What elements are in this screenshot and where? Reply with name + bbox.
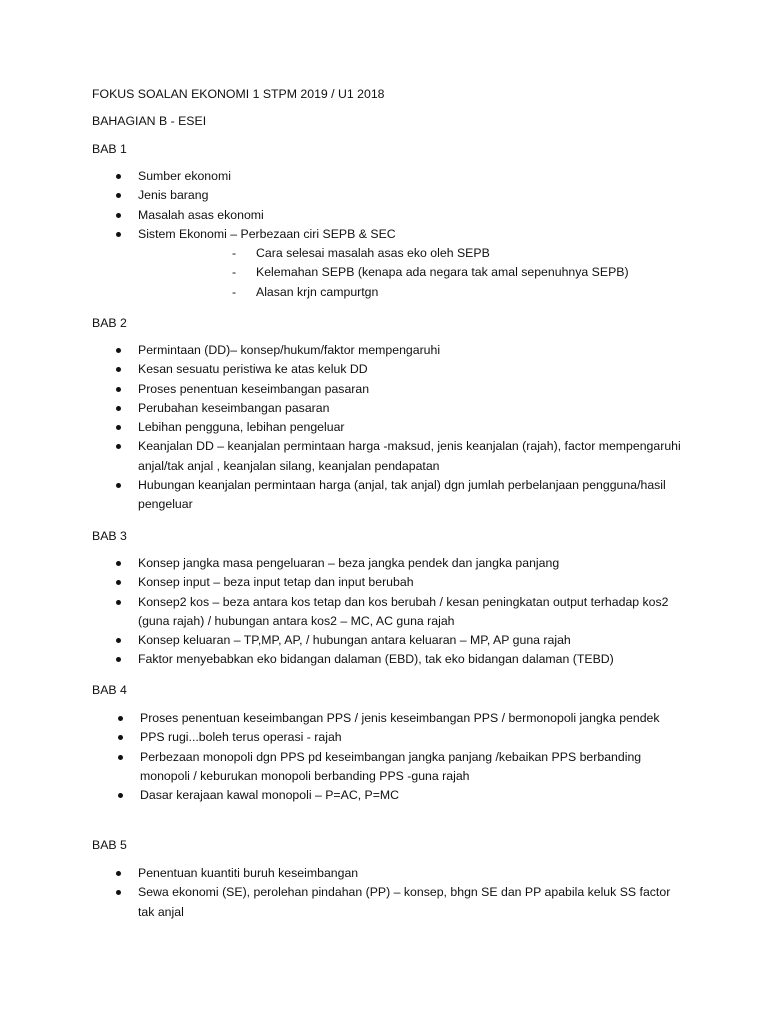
list-item-text: Proses penentuan keseimbangan PPS / jenis keseimbangan PPS / bermonopoli jangka pendek [140, 711, 660, 725]
list-item-text: Sistem Ekonomi – Perbezaan ciri SEPB & SEC [138, 226, 396, 241]
list-item-text: Konsep jangka masa pengeluaran – beza jangka pendek dan jangka panjang [138, 556, 560, 570]
dash-marker: - [232, 265, 237, 280]
dash-marker: - [232, 284, 237, 299]
sub-list-item [138, 283, 688, 302]
list-item [0, 748, 768, 787]
list-item-text: Hubungan keanjalan permintaan harga (anjal, tak anjal) dgn jumlah perbelanjaan pengguna/hasil pengeluar [138, 478, 666, 512]
bullet-icon [116, 348, 121, 353]
list-item-text: Proses penentuan keseimbangan pasaran [138, 381, 370, 396]
section-heading: BAB 2 [92, 316, 127, 330]
list-item [0, 167, 768, 186]
list-item-text: Konsep keluaran – TP,MP, AP, / hubungan antara keluaran – MP, AP guna rajah [138, 633, 571, 648]
bullet-icon [116, 425, 121, 430]
list-item-text: Lebihan pengguna, lebihan pengeluar [138, 420, 345, 435]
sub-list [138, 244, 688, 302]
bullet-list [0, 341, 768, 515]
bullet-icon [116, 890, 121, 895]
bullet-list [0, 167, 768, 302]
sub-list-item-text: Alasan krjn campurtgn [256, 284, 379, 299]
list-item [0, 709, 768, 728]
bullet-icon [116, 580, 121, 585]
list-item [0, 883, 768, 922]
list-item [0, 437, 768, 476]
dash-marker: - [232, 246, 237, 261]
document-subtitle: BAHAGIAN B - ESEI [92, 114, 207, 128]
list-item-text: Konsep input – beza input tetap dan input berubah [138, 575, 414, 590]
list-item-text: Perubahan keseimbangan pasaran [138, 400, 330, 415]
bullet-icon [116, 193, 121, 198]
bullet-icon [116, 174, 121, 179]
list-item-text: Konsep2 kos – beza antara kos tetap dan kos berubah / kesan peningkatan output terhadap kos2 (guna rajah) / hubungan antara kos2 – MC, AC guna rajah [138, 594, 669, 628]
list-item-text: Keanjalan DD – keanjalan permintaan harga -maksud, jenis keanjalan (rajah), factor mempengaruhi anjal/tak anjal , keanjalan silang, keanjalan pendapatan [138, 439, 681, 473]
list-item [0, 360, 768, 379]
list-item-text: Perbezaan monopoli dgn PPS pd keseimbangan jangka panjang /kebaikan PPS berbanding monopoli / keburukan monopoli berbanding PPS -guna rajah [140, 749, 642, 783]
bullet-icon [116, 387, 121, 392]
list-item [0, 399, 768, 418]
bullet-icon [116, 871, 121, 876]
bullet-icon [116, 561, 121, 566]
list-item-text: Penentuan kuantiti buruh keseimbangan [138, 866, 359, 880]
sub-list-item [138, 263, 688, 282]
list-item [0, 554, 768, 573]
bullet-icon [116, 213, 121, 218]
bullet-icon [116, 638, 121, 643]
section-heading: BAB 4 [92, 683, 127, 697]
list-item-text: Permintaan (DD)– konsep/hukum/faktor mempengaruhi [138, 343, 441, 357]
list-item-text: PPS rugi...boleh terus operasi - rajah [140, 730, 342, 745]
list-item-text: Dasar kerajaan kawal monopoli – P=AC, P=MC [140, 788, 400, 803]
list-item-text: Kesan sesuatu peristiwa ke atas keluk DD [138, 362, 368, 377]
sub-list-item-text: Kelemahan SEPB (kenapa ada negara tak amal sepenuhnya SEPB) [256, 265, 629, 280]
bullet-icon [116, 483, 121, 488]
bullet-icon [116, 367, 121, 372]
list-item [0, 380, 768, 399]
bullet-list [0, 554, 768, 670]
section-heading: BAB 5 [92, 838, 127, 852]
list-item [0, 864, 768, 883]
bullet-icon [116, 657, 121, 662]
list-item-text: Masalah asas ekonomi [138, 207, 264, 222]
list-item-text: Jenis barang [138, 188, 209, 203]
list-item [0, 573, 768, 592]
list-item [0, 593, 768, 632]
list-item [0, 186, 768, 205]
section-heading: BAB 3 [92, 529, 127, 543]
list-item [0, 786, 768, 805]
list-item-text: Faktor menyebabkan eko bidangan dalaman (EBD), tak eko bidangan dalaman (TEBD) [138, 652, 614, 667]
list-item [0, 418, 768, 437]
bullet-icon [118, 716, 123, 721]
list-item [0, 650, 768, 669]
list-item-text: Sewa ekonomi (SE), perolehan pindahan (PP) – konsep, bhgn SE dan PP apabila keluk SS factor tak anjal [138, 885, 671, 919]
bullet-icon [116, 406, 121, 411]
list-item [0, 341, 768, 360]
list-item [0, 631, 768, 650]
bullet-icon [118, 793, 123, 798]
sub-list-item [138, 244, 688, 263]
bullet-icon [116, 232, 121, 237]
list-item [0, 728, 768, 747]
bullet-list [0, 709, 768, 805]
list-item [0, 476, 768, 515]
list-item [0, 206, 768, 225]
bullet-icon [118, 755, 123, 760]
bullet-icon [116, 600, 121, 605]
sub-list-item-text: Cara selesai masalah asas eko oleh SEPB [256, 246, 490, 261]
bullet-icon [116, 444, 121, 449]
section-heading: BAB 1 [92, 142, 127, 156]
list-item-text: Sumber ekonomi [138, 169, 231, 183]
bullet-icon [118, 735, 123, 740]
bullet-list [0, 864, 768, 922]
document-title: FOKUS SOALAN EKONOMI 1 STPM 2019 / U1 2018 [92, 87, 385, 101]
list-item [0, 225, 768, 302]
